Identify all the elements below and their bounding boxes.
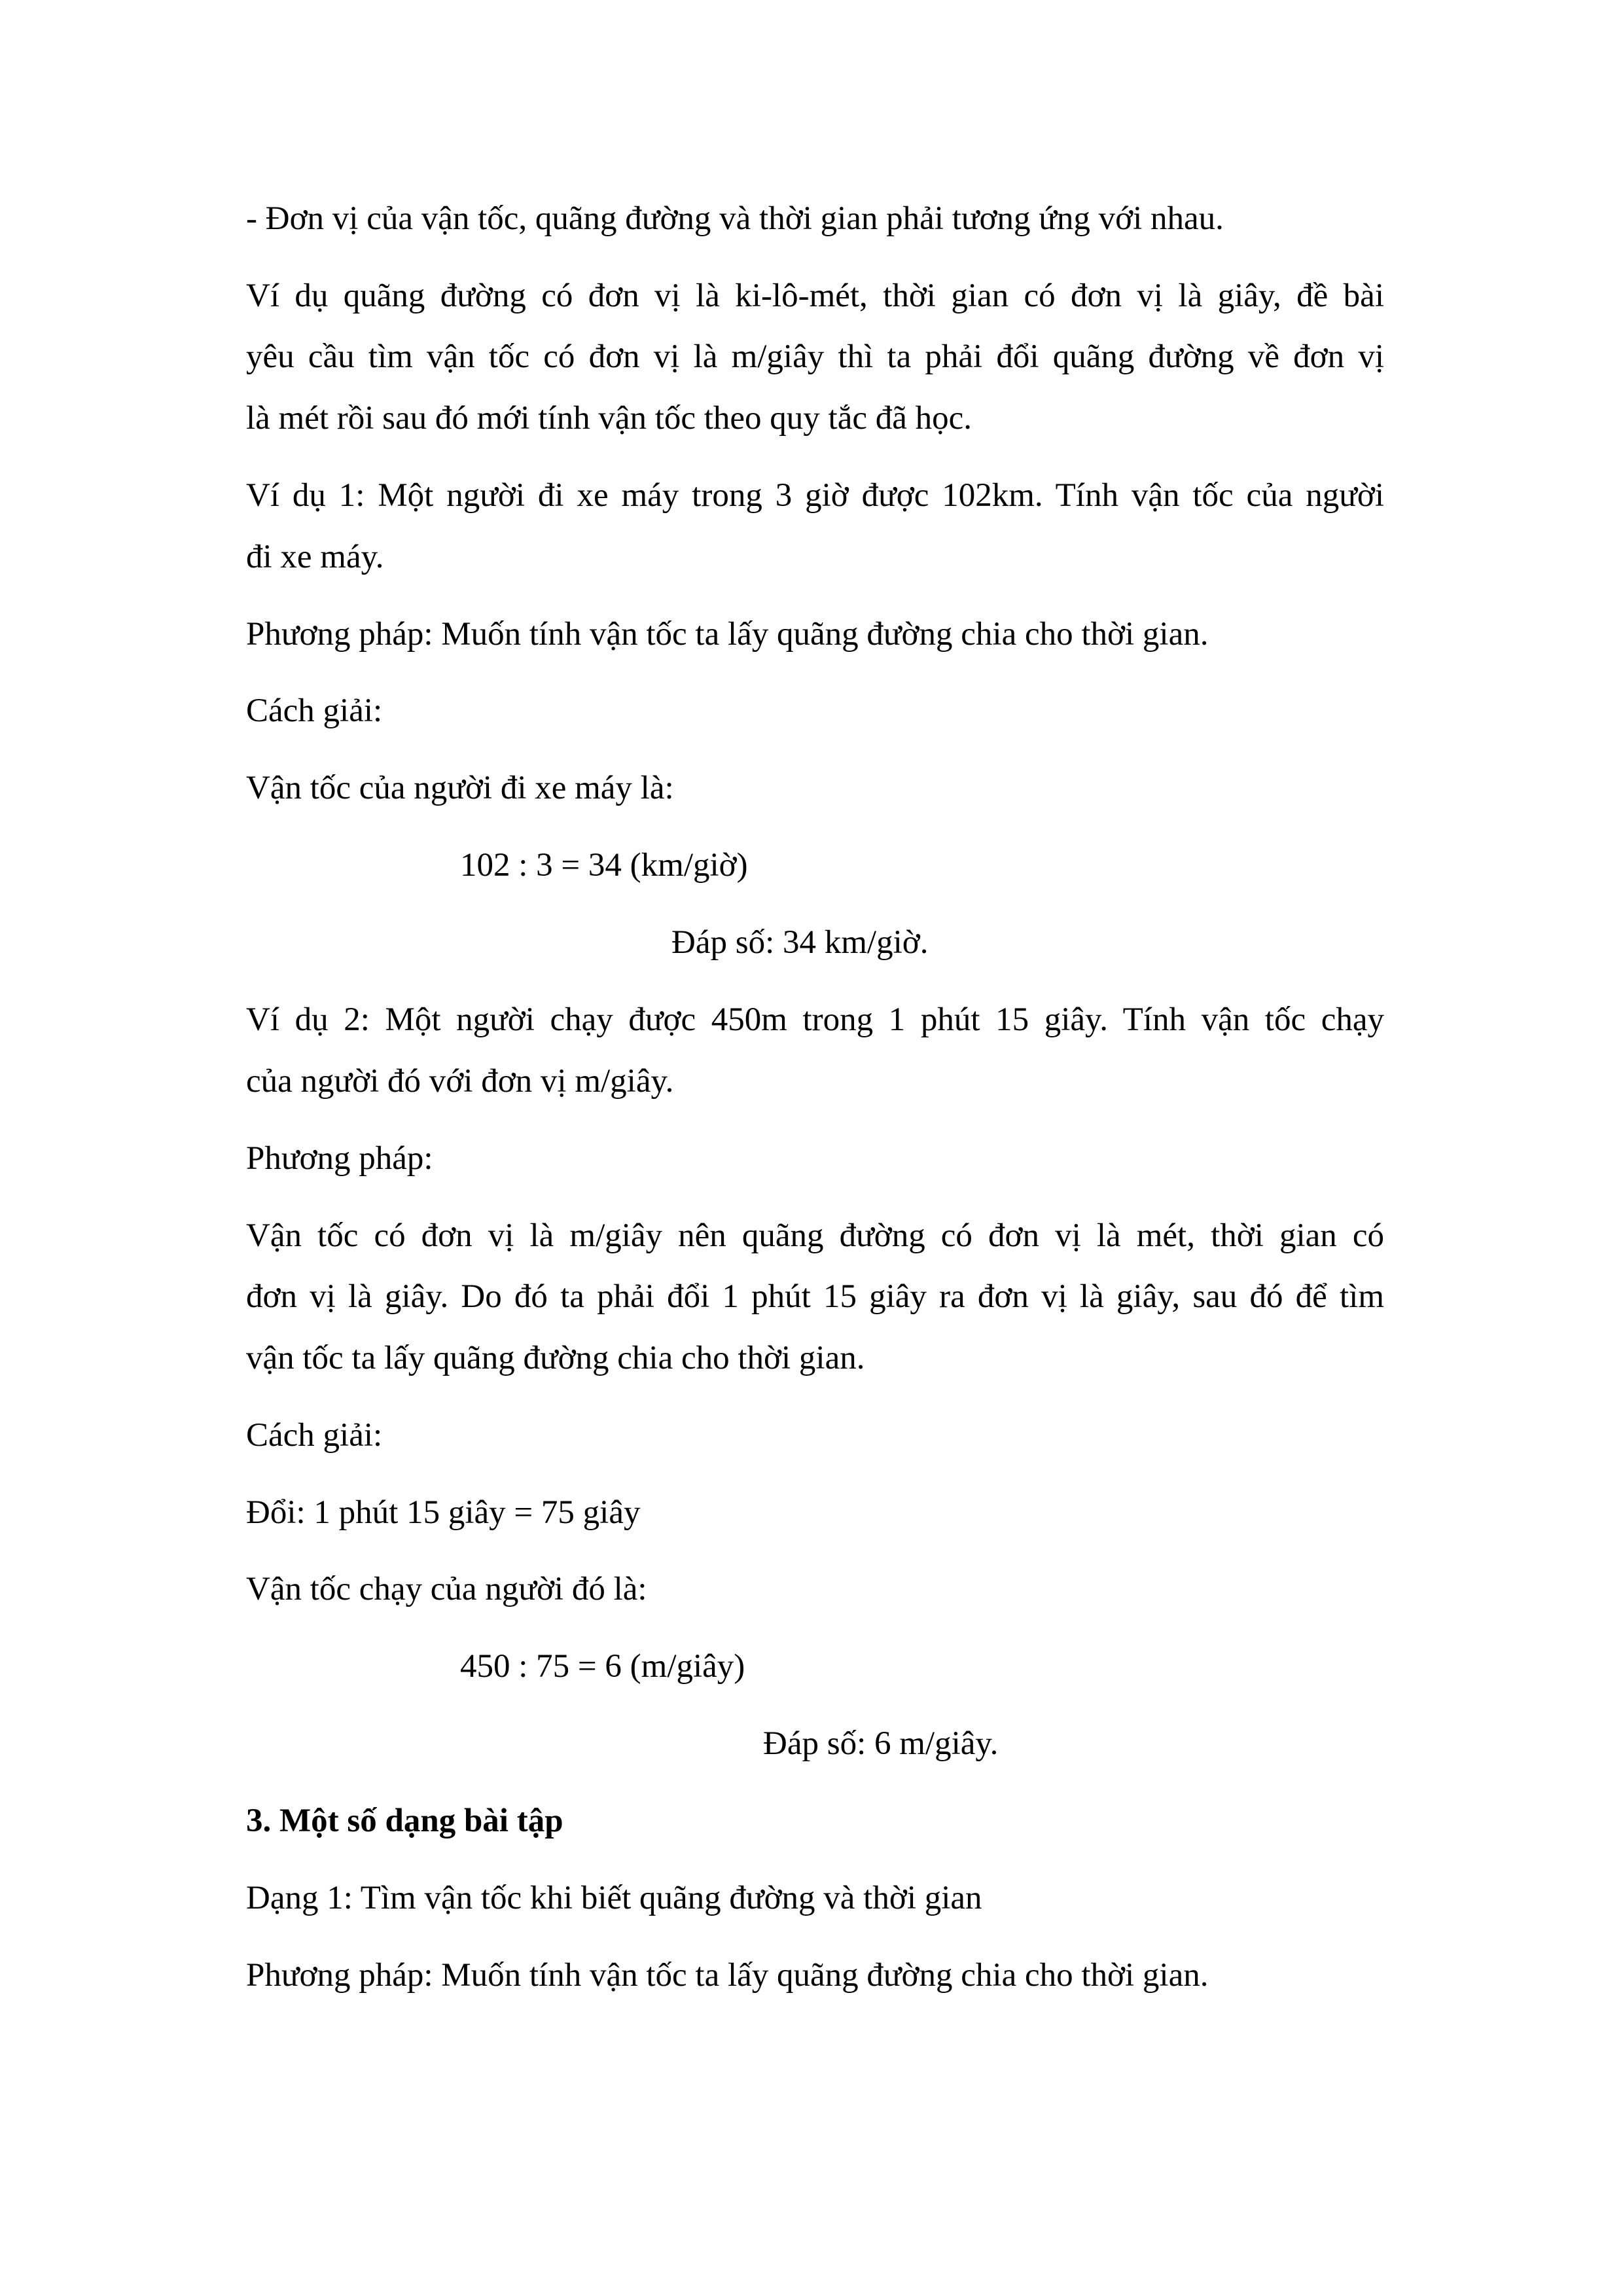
- unit-example-line-2: yêu cầu tìm vận tốc có đơn vị là m/giây thì ta phải đổi quãng đường về đơn vị: [246, 338, 1384, 375]
- example-2-line-2: của người đó với đơn vị m/giây.: [246, 1063, 674, 1100]
- example-2-conversion: Đổi: 1 phút 15 giây = 75 giây: [246, 1494, 641, 1531]
- example-1-calculation: 102 : 3 = 34 (km/giờ): [460, 847, 748, 884]
- example-1-solution-heading: Cách giải:: [246, 692, 383, 729]
- example-2-solution-text: Vận tốc chạy của người đó là:: [246, 1571, 647, 1607]
- example-2-method-line-2: đơn vị là giây. Do đó ta phải đổi 1 phút 15 giây ra đơn vị là giây, sau đó để tìm: [246, 1278, 1384, 1315]
- example-1-solution-text: Vận tốc của người đi xe máy là:: [246, 770, 674, 806]
- example-1-line-2: đi xe máy.: [246, 539, 384, 575]
- unit-rule-line: - Đơn vị của vận tốc, quãng đường và thời gian phải tương ứng với nhau.: [246, 200, 1224, 237]
- example-2-solution-heading: Cách giải:: [246, 1417, 383, 1454]
- section-heading: 3. Một số dạng bài tập: [246, 1803, 563, 1839]
- example-2-method-line-3: vận tốc ta lấy quãng đường chia cho thời gian.: [246, 1340, 865, 1376]
- exercise-type-1: Dạng 1: Tìm vận tốc khi biết quãng đường và thời gian: [246, 1880, 982, 1916]
- example-2-method-line-1: Vận tốc có đơn vị là m/giây nên quãng đường có đơn vị là mét, thời gian có: [246, 1217, 1384, 1254]
- example-1-line-1: Ví dụ 1: Một người đi xe máy trong 3 giờ được 102km. Tính vận tốc của người: [246, 477, 1384, 514]
- example-1-method: Phương pháp: Muốn tính vận tốc ta lấy quãng đường chia cho thời gian.: [246, 616, 1209, 653]
- example-2-calculation: 450 : 75 = 6 (m/giây): [460, 1648, 745, 1685]
- exercise-type-1-method: Phương pháp: Muốn tính vận tốc ta lấy quãng đường chia cho thời gian.: [246, 1957, 1209, 1994]
- example-2-line-1: Ví dụ 2: Một người chạy được 450m trong 1 phút 15 giây. Tính vận tốc chạy: [246, 1001, 1384, 1038]
- unit-example-line-3: là mét rồi sau đó mới tính vận tốc theo quy tắc đã học.: [246, 400, 972, 437]
- example-2-method-heading: Phương pháp:: [246, 1140, 433, 1177]
- example-1-answer: Đáp số: 34 km/giờ.: [671, 924, 929, 961]
- unit-example-line-1: Ví dụ quãng đường có đơn vị là ki-lô-mét, thời gian có đơn vị là giây, đề bài: [246, 278, 1384, 314]
- example-2-answer: Đáp số: 6 m/giây.: [763, 1725, 999, 1762]
